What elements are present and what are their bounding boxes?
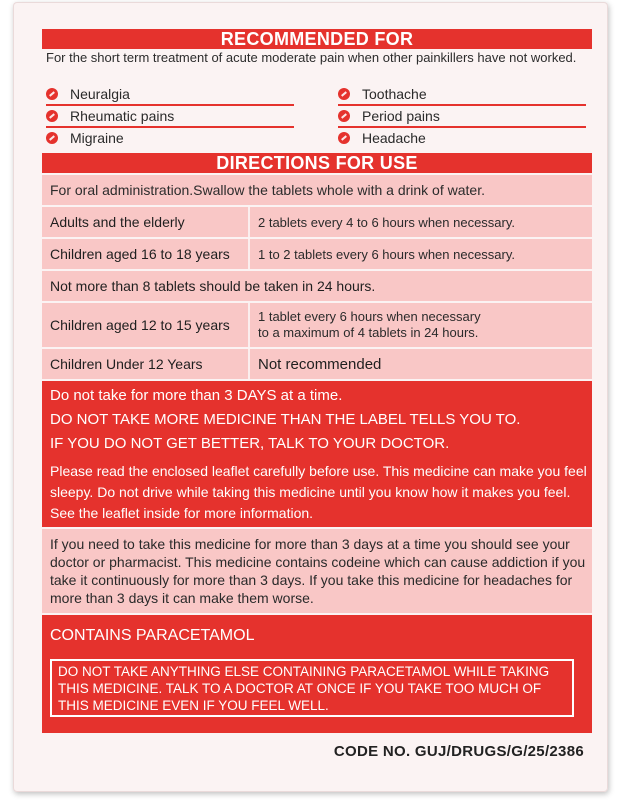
dosage-group: Children aged 12 to 15 years	[50, 317, 230, 333]
indication-item: Migraine	[46, 130, 294, 148]
dosage-row	[42, 349, 592, 379]
indication-item: Rheumatic pains	[46, 108, 294, 128]
indication-item: Headache	[338, 130, 586, 148]
codeine-note-block	[42, 529, 592, 613]
checkmark-icon	[338, 132, 350, 144]
directions-intro: For oral administration.Swallow the tablets whole with a drink of water.	[50, 182, 485, 198]
dosage-row	[42, 303, 592, 347]
dosage-amount: 1 tablet every 6 hours when necessary to a maximum of 4 tablets in 24 hours.	[248, 303, 592, 347]
warning-leaflet: Please read the enclosed leaflet carefully before use. This medicine can make you feel sleepy. Do not drive while taking this medicine until you know how it makes you feel. See the leaflet inside for more information.	[50, 463, 587, 521]
dosage-note: Not more than 8 tablets should be taken in 24 hours.	[50, 278, 376, 294]
dosage-group: Children Under 12 Years	[50, 356, 203, 372]
checkmark-icon	[338, 110, 350, 122]
paracetamol-title: CONTAINS PARACETAMOL	[50, 627, 255, 644]
directions-intro-row	[42, 175, 592, 205]
checkmark-icon	[338, 88, 350, 100]
dosage-note-row	[42, 271, 592, 301]
checkmark-icon	[46, 88, 58, 100]
warning-block	[42, 381, 592, 527]
directions-header: DIRECTIONS FOR USE	[42, 153, 592, 173]
indication-item: Period pains	[338, 108, 586, 128]
checkmark-icon	[46, 110, 58, 122]
codeine-note: If you need to take this medicine for more than 3 days at a time you should see your doctor or pharmacist. This medicine contains codeine which can cause addiction if you take it continuously for more than 3 days. If you take this medicine for headaches for more than 3 days it can make them worse.	[50, 536, 586, 606]
recommended-header: RECOMMENDED FOR	[42, 29, 592, 49]
dosage-amount: Not recommended	[248, 349, 592, 379]
dosage-amount: 2 tablets every 4 to 6 hours when necessary.	[248, 207, 592, 237]
dosage-group: Adults and the elderly	[50, 214, 185, 230]
warning-label: DO NOT TAKE MORE MEDICINE THAN THE LABEL TELLS YOU TO.	[50, 411, 521, 428]
dosage-group: Children aged 16 to 18 years	[50, 246, 230, 262]
code-number: CODE NO. GUJ/DRUGS/G/25/2386	[333, 743, 584, 760]
checkmark-icon	[46, 132, 58, 144]
indication-item: Toothache	[338, 86, 586, 106]
dosage-amount: 1 to 2 tablets every 6 hours when necessary.	[248, 239, 592, 269]
indication-item: Neuralgia	[46, 86, 294, 106]
paracetamol-block	[42, 615, 592, 733]
paracetamol-warning: DO NOT TAKE ANYTHING ELSE CONTAINING PARACETAMOL WHILE TAKING THIS MEDICINE. TALK TO A DOCTOR AT ONCE IF YOU TAKE TOO MUCH OF THIS MEDICINE EVEN IF YOU FEEL WELL.	[50, 659, 574, 717]
dosage-row	[42, 239, 592, 269]
warning-doctor: IF YOU DO NOT GET BETTER, TALK TO YOUR DOCTOR.	[50, 435, 450, 452]
medicine-carton-back	[13, 2, 608, 792]
dosage-row	[42, 207, 592, 237]
recommended-intro: For the short term treatment of acute moderate pain when other painkillers have not worked.	[46, 50, 577, 65]
warning-days: Do not take for more than 3 DAYS at a time.	[50, 387, 343, 404]
